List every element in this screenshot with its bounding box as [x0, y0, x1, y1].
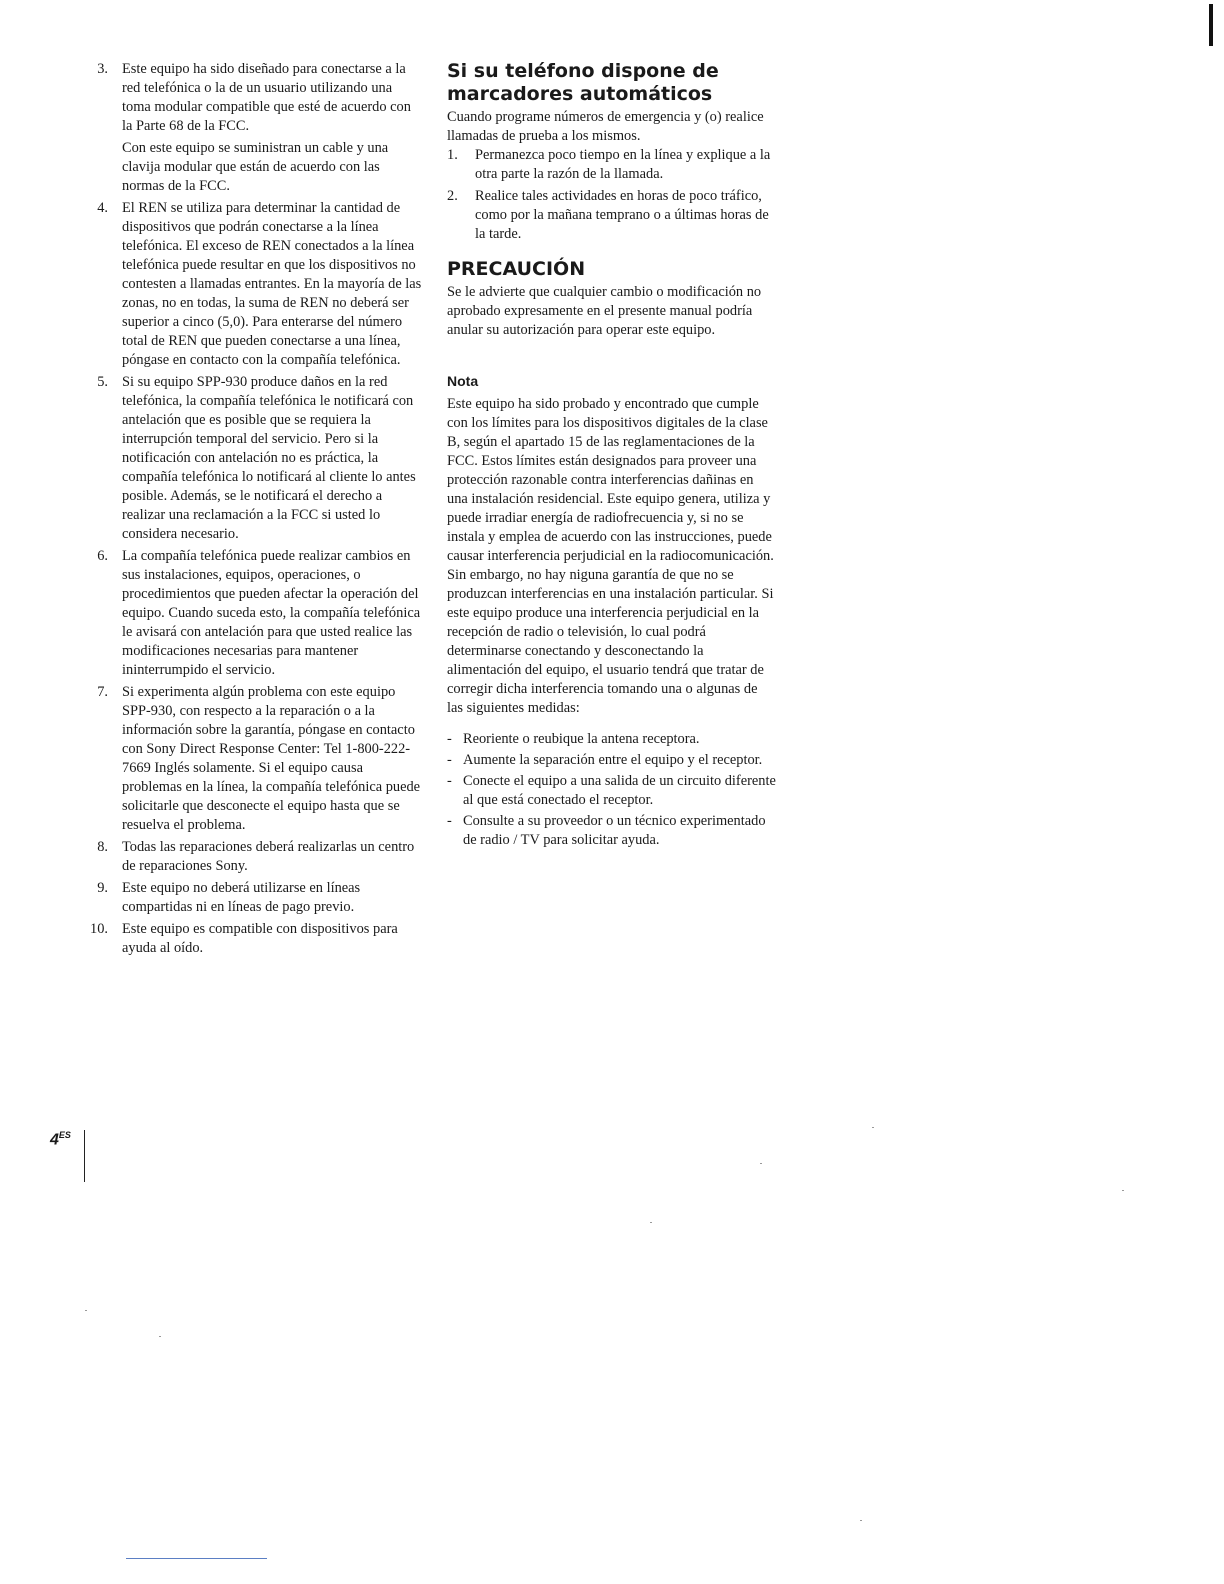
section-heading-autodialers: Si su teléfono dispone de marcadores automáticos: [447, 60, 719, 105]
interference-measures-list: [447, 730, 777, 850]
step-number: 2.: [447, 188, 458, 204]
right-column: [447, 60, 777, 852]
scan-speck: [85, 1310, 87, 1311]
measure-text: Conecte el equipo a una salida de un circuito diferente al que está conectado el receptor.: [463, 773, 776, 808]
note-text: Este equipo ha sido probado y encontrado que cumple con los límites para los dispositivos digitales de la clase B, según el apartado 15 de las reglamentaciones de la FCC. Estos límites están designados para proveer una protección razonable contra interferencias dañinas en una instalación residencial. Este equipo genera, utiliza y puede irradiar energía de radiofrecuencia y, si no se instala y emplea de acuerdo con las instrucciones, puede causar interferencia perjudicial en la radiocomunicación. Sin embargo, no hay niguna garantía de que no se produzcan interferencias en una instalación particular. Si este equipo produce una interferencia perjudicial en la recepción de radio o televisión, lo cual podrá determinarse conectando y desconectando la alimentación del equipo, el usuario tendrá que tratar de corregir dicha interferencia tomando una o algunas de las siguientes medidas:: [447, 396, 774, 716]
scan-speck: [760, 1163, 762, 1164]
scan-speck: [1122, 1190, 1124, 1191]
item-number: 6.: [97, 548, 108, 564]
list-item: [88, 373, 423, 544]
page-number: [50, 1130, 71, 1149]
item-number: 7.: [97, 684, 108, 700]
list-item: [447, 751, 777, 770]
item-paragraph: Este equipo ha sido diseñado para conectarse a la red telefónica o la de un usuario utilizando una toma modular compatible que esté de acuerdo con la Parte 68 de la FCC.: [122, 61, 411, 134]
scan-speck: [860, 1520, 862, 1521]
item-paragraph: Si su equipo SPP-930 produce daños en la red telefónica, la compañía telefónica le notificará con antelación que es posible que se requiera la interrupción temporal del servicio. Pero si la notificación con antelación no es práctica, la compañía telefónica lo notificará al cliente lo antes posible. Además, se le notificará el derecho a realizar una reclamación a la FCC si usted lo considera necesario.: [122, 374, 416, 542]
step-number: 1.: [447, 147, 458, 163]
item-number: 5.: [97, 374, 108, 390]
page-language-suffix: ES: [58, 1130, 71, 1140]
step-text: Realice tales actividades en horas de poco tráfico, como por la mañana temprano o a últimas horas de la tarde.: [475, 188, 769, 242]
list-item: [447, 812, 777, 850]
item-paragraph: Este equipo no deberá utilizarse en líneas compartidas ni en líneas de pago previo.: [122, 880, 361, 915]
item-number: 3.: [97, 61, 108, 77]
measure-text: Reoriente o reubique la antena receptora.: [463, 731, 700, 747]
list-item: [447, 146, 777, 184]
item-paragraph: Este equipo es compatible con dispositivos para ayuda al oído.: [122, 921, 398, 956]
item-paragraph: La compañía telefónica puede realizar cambios en sus instalaciones, equipos, operaciones, o procedimientos que pueden afectar la operación del equipo. Cuando suceda esto, la compañía telefónica le avisará con antelación para que usted realice las modificaciones necesarias para mantener ininterrumpido el servicio.: [122, 548, 421, 678]
dash-bullet: -: [447, 731, 452, 747]
item-paragraph: Si experimenta algún problema con este equipo SPP-930, con respecto a la reparación o a la información sobre la garantía, póngase en contacto con Sony Direct Response Center: Tel 1-800-222-7669 Inglés solamente. Si el equipo causa problemas en la línea, la compañía telefónica puede solicitarle que desconecte el equipo hasta que se resuelva el problema.: [122, 684, 421, 833]
list-item: [88, 920, 423, 958]
item-paragraph: El REN se utiliza para determinar la cantidad de dispositivos que podrán conectarse a la línea telefónica. El exceso de REN conectados a la línea telefónica puede resultar en que los dispositivos no contesten a llamadas entrantes. En la mayoría de las zonas, no en todas, la suma de REN no deberá ser superior a cinco (5,0). Para enterarse del número total de REN que pueden conectarse a una línea, póngase en contacto con la compañía telefónica.: [122, 200, 422, 368]
list-item: [88, 547, 423, 680]
caution-text: Se le advierte que cualquier cambio o modificación no aprobado expresamente en el presente manual podría anular su autorización para operar este equipo.: [447, 284, 762, 338]
measure-text: Consulte a su proveedor o un técnico experimentado de radio / TV para solicitar ayuda.: [463, 813, 766, 848]
scan-speck: [650, 1222, 652, 1223]
item-number: 8.: [97, 839, 108, 855]
item-number: 4.: [97, 200, 108, 216]
list-item: [447, 187, 777, 244]
list-item: [447, 730, 777, 749]
list-item: [447, 772, 777, 810]
dash-bullet: -: [447, 752, 452, 768]
list-item: [88, 879, 423, 917]
list-item: [88, 838, 423, 876]
note-heading: Nota: [447, 373, 479, 389]
scan-speck: [159, 1336, 161, 1337]
page-number-value: 4: [50, 1131, 59, 1149]
item-number: 9.: [97, 880, 108, 896]
item-paragraph: Todas las reparaciones deberá realizarlas un centro de reparaciones Sony.: [122, 839, 415, 874]
scan-speck: [872, 1127, 874, 1128]
item-number: 10.: [90, 921, 108, 937]
list-item: [88, 683, 423, 835]
autodialers-steps: [447, 146, 777, 244]
item-paragraph: Con este equipo se suministran un cable y una clavija modular que están de acuerdo con las normas de la FCC.: [122, 140, 389, 194]
fcc-items-list: [88, 60, 423, 958]
page-number-rule: [84, 1130, 85, 1182]
dash-bullet: -: [447, 773, 452, 789]
list-item: [88, 60, 423, 196]
dash-bullet: -: [447, 813, 452, 829]
list-item: [88, 199, 423, 370]
left-column: [88, 60, 423, 961]
step-text: Permanezca poco tiempo en la línea y explique a la otra parte la razón de la llamada.: [475, 147, 771, 182]
caution-heading: PRECAUCIÓN: [447, 258, 586, 280]
autodialers-intro: Cuando programe números de emergencia y (o) realice llamadas de prueba a los mismos.: [447, 109, 764, 144]
scan-edge-line: [126, 1558, 267, 1559]
edge-registration-mark: [1209, 4, 1213, 46]
measure-text: Aumente la separación entre el equipo y el receptor.: [463, 752, 763, 768]
